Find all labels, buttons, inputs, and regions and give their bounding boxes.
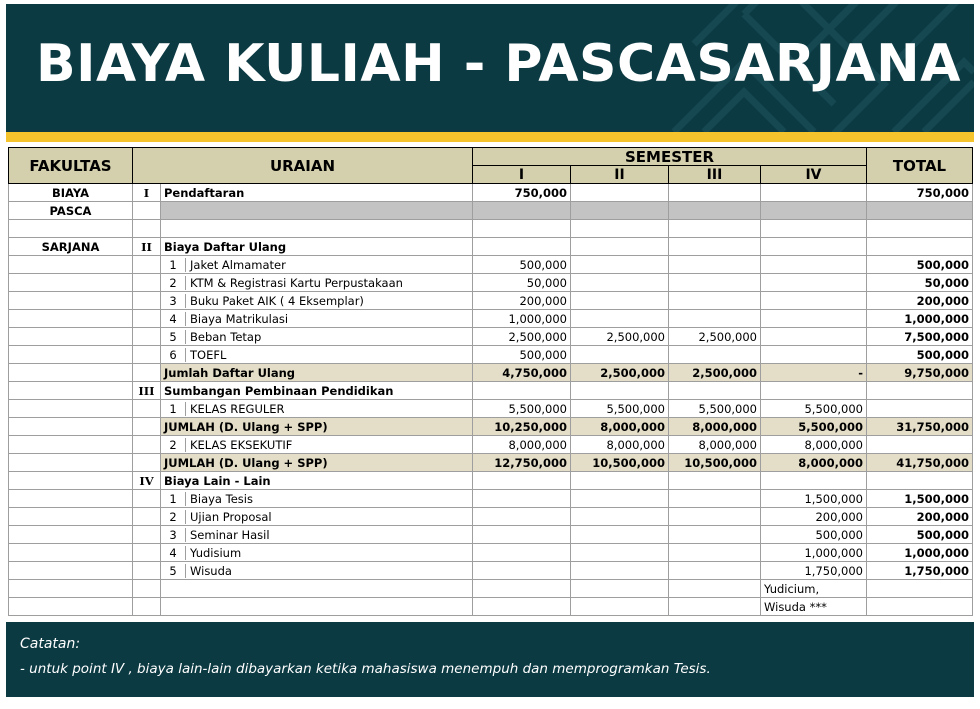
item-cell	[161, 508, 473, 526]
item-wrap	[161, 492, 472, 506]
table-row	[9, 526, 973, 544]
empty-cell	[9, 256, 133, 274]
item-number: 1	[161, 402, 186, 416]
item-number: 5	[161, 564, 186, 578]
empty-cell	[133, 562, 161, 580]
section-number: II	[133, 238, 161, 256]
empty-cell	[133, 436, 161, 454]
cell-s3	[669, 256, 761, 274]
item-number: 2	[161, 276, 186, 290]
column-header-semester: SEMESTER	[473, 148, 867, 166]
cell-total: 750,000	[867, 184, 973, 202]
item-cell	[161, 400, 473, 418]
cell-s1	[473, 508, 571, 526]
empty-cell	[473, 238, 571, 256]
empty-cell	[571, 238, 669, 256]
cell-s2: 2,500,000	[571, 328, 669, 346]
semester-header-3: III	[669, 166, 761, 184]
cell-total: 50,000	[867, 274, 973, 292]
item-label: Jaket Almamater	[190, 257, 286, 272]
notes-footer	[6, 622, 974, 697]
empty-cell	[9, 274, 133, 292]
empty-cell	[9, 418, 133, 436]
subtotal-label: Jumlah Daftar Ulang	[161, 364, 473, 382]
empty-cell	[133, 526, 161, 544]
item-cell	[161, 562, 473, 580]
item-cell	[161, 274, 473, 292]
cell-s4: 1,500,000	[761, 490, 867, 508]
cell-s1: 500,000	[473, 256, 571, 274]
empty-cell	[9, 490, 133, 508]
item-cell	[161, 346, 473, 364]
item-label: Ujian Proposal	[190, 509, 272, 524]
cell-s3	[669, 508, 761, 526]
table-row	[9, 292, 973, 310]
cell-s3: 5,500,000	[669, 400, 761, 418]
fee-table	[8, 147, 973, 616]
item-number: 4	[161, 546, 186, 560]
section-title: Biaya Daftar Ulang	[161, 238, 473, 256]
item-label: Buku Paket AIK ( 4 Eksemplar)	[190, 293, 364, 308]
empty-cell	[9, 346, 133, 364]
empty-cell	[867, 382, 973, 400]
gray-spacer	[161, 202, 473, 220]
cell-s4	[761, 274, 867, 292]
empty-cell	[761, 238, 867, 256]
section-title: Pendaftaran	[161, 184, 473, 202]
cell-s2	[571, 346, 669, 364]
cell-s2	[571, 526, 669, 544]
fakultas-line-2: PASCA	[9, 202, 133, 220]
empty-cell	[473, 598, 571, 616]
empty-cell	[9, 580, 133, 598]
table-row	[9, 346, 973, 364]
item-number: 3	[161, 528, 186, 542]
cell-s3	[669, 562, 761, 580]
cell-s1	[473, 490, 571, 508]
table-row	[9, 544, 973, 562]
table-row	[9, 562, 973, 580]
group-sum-label: JUMLAH (D. Ulang + SPP)	[161, 454, 473, 472]
cell-s3: 8,000,000	[669, 418, 761, 436]
empty-cell	[9, 292, 133, 310]
cell-s1: 750,000	[473, 184, 571, 202]
cell-s3	[669, 346, 761, 364]
gray-spacer	[669, 202, 761, 220]
cell-s1	[473, 526, 571, 544]
cell-total: 9,750,000	[867, 364, 973, 382]
fakultas-line-3: SARJANA	[9, 238, 133, 256]
cell-s1: 2,500,000	[473, 328, 571, 346]
section-title: Biaya Lain - Lain	[161, 472, 473, 490]
section-number: I	[133, 184, 161, 202]
section-number: III	[133, 382, 161, 400]
note-yudicium: Yudicium,	[761, 580, 867, 598]
empty-cell	[133, 292, 161, 310]
cell-s1: 200,000	[473, 292, 571, 310]
cell-s4: 1,000,000	[761, 544, 867, 562]
table-row	[9, 202, 973, 220]
notes-text: - untuk point IV , biaya lain-lain dibayarkan ketika mahasiswa menempuh dan memprogramkan Tesis.	[20, 661, 711, 677]
table-row	[9, 472, 973, 490]
cell-total: 1,500,000	[867, 490, 973, 508]
empty-cell	[9, 400, 133, 418]
cell-s4	[761, 310, 867, 328]
cell-s1: 500,000	[473, 346, 571, 364]
empty-cell	[867, 580, 973, 598]
cell-s1	[473, 544, 571, 562]
cell-s3: 2,500,000	[669, 328, 761, 346]
item-wrap	[161, 330, 472, 344]
cell-s4	[761, 256, 867, 274]
empty-cell	[669, 580, 761, 598]
item-label: KELAS EKSEKUTIF	[190, 437, 293, 452]
cell-s4	[761, 346, 867, 364]
item-number: 3	[161, 294, 186, 308]
cell-s2: 5,500,000	[571, 400, 669, 418]
item-cell	[161, 256, 473, 274]
cell-s1	[473, 562, 571, 580]
item-wrap	[161, 258, 472, 272]
cell-s3: 2,500,000	[669, 364, 761, 382]
gray-spacer	[761, 202, 867, 220]
note-wisuda: Wisuda ***	[761, 598, 867, 616]
empty-cell	[9, 544, 133, 562]
cell-s4: 200,000	[761, 508, 867, 526]
item-label: Seminar Hasil	[190, 527, 270, 542]
empty-cell	[133, 508, 161, 526]
cell-total	[867, 436, 973, 454]
empty-cell	[9, 454, 133, 472]
item-cell	[161, 490, 473, 508]
semester-header-2: II	[571, 166, 669, 184]
empty-cell	[9, 220, 133, 238]
table-row	[9, 580, 973, 598]
cell-s4: 5,500,000	[761, 418, 867, 436]
cell-s2	[571, 274, 669, 292]
item-number: 6	[161, 348, 186, 362]
document-frame	[6, 4, 974, 697]
empty-cell	[867, 598, 973, 616]
empty-cell	[133, 202, 161, 220]
cell-total: 41,750,000	[867, 454, 973, 472]
table-row	[9, 490, 973, 508]
empty-cell	[133, 346, 161, 364]
empty-cell	[133, 328, 161, 346]
cell-s4: -	[761, 364, 867, 382]
cell-s4: 5,500,000	[761, 400, 867, 418]
empty-cell	[133, 220, 161, 238]
cell-s1: 12,750,000	[473, 454, 571, 472]
cell-s2	[571, 562, 669, 580]
fakultas-line-1: BIAYA	[9, 184, 133, 202]
header-banner	[6, 4, 974, 132]
cell-s2	[571, 292, 669, 310]
page-title: BIAYA KULIAH - PASCASARJANA	[36, 34, 961, 94]
cell-total: 500,000	[867, 256, 973, 274]
cell-s1: 8,000,000	[473, 436, 571, 454]
empty-cell	[9, 598, 133, 616]
cell-s1: 10,250,000	[473, 418, 571, 436]
cell-s2: 10,500,000	[571, 454, 669, 472]
cell-s3: 8,000,000	[669, 436, 761, 454]
item-label: KELAS REGULER	[190, 401, 285, 416]
empty-cell	[9, 472, 133, 490]
item-label: Biaya Tesis	[190, 491, 253, 506]
table-row	[9, 274, 973, 292]
item-wrap	[161, 546, 472, 560]
cell-total: 1,000,000	[867, 310, 973, 328]
cell-s4: 500,000	[761, 526, 867, 544]
item-wrap	[161, 276, 472, 290]
empty-cell	[9, 328, 133, 346]
item-wrap	[161, 402, 472, 416]
cell-s4	[761, 184, 867, 202]
empty-cell	[867, 220, 973, 238]
empty-cell	[133, 274, 161, 292]
item-wrap	[161, 564, 472, 578]
cell-total: 500,000	[867, 346, 973, 364]
column-header-uraian: URAIAN	[133, 148, 473, 184]
cell-total: 31,750,000	[867, 418, 973, 436]
item-number: 2	[161, 438, 186, 452]
table-row	[9, 256, 973, 274]
empty-cell	[571, 580, 669, 598]
item-wrap	[161, 312, 472, 326]
empty-cell	[133, 544, 161, 562]
empty-cell	[9, 508, 133, 526]
item-number: 5	[161, 330, 186, 344]
item-number: 1	[161, 492, 186, 506]
cell-s2	[571, 310, 669, 328]
cell-s1: 5,500,000	[473, 400, 571, 418]
empty-cell	[473, 382, 571, 400]
cell-s1: 4,750,000	[473, 364, 571, 382]
empty-cell	[473, 220, 571, 238]
empty-cell	[571, 220, 669, 238]
cell-s2: 8,000,000	[571, 436, 669, 454]
empty-cell	[571, 472, 669, 490]
semester-header-1: I	[473, 166, 571, 184]
empty-cell	[133, 400, 161, 418]
empty-cell	[761, 220, 867, 238]
item-cell	[161, 544, 473, 562]
item-label: Yudisium	[190, 545, 242, 560]
table-row	[9, 382, 973, 400]
gray-spacer	[473, 202, 571, 220]
section-title: Sumbangan Pembinaan Pendidikan	[161, 382, 473, 400]
empty-cell	[161, 598, 473, 616]
table-row	[9, 220, 973, 238]
group-sum-row	[9, 418, 973, 436]
item-number: 1	[161, 258, 186, 272]
table-row	[9, 328, 973, 346]
cell-s3	[669, 274, 761, 292]
empty-cell	[161, 580, 473, 598]
table-row	[9, 184, 973, 202]
empty-cell	[133, 364, 161, 382]
table-row	[9, 508, 973, 526]
subtotal-row	[9, 364, 973, 382]
empty-cell	[761, 382, 867, 400]
empty-cell	[133, 490, 161, 508]
empty-cell	[9, 526, 133, 544]
item-cell	[161, 328, 473, 346]
cell-s1: 50,000	[473, 274, 571, 292]
item-cell	[161, 526, 473, 544]
table-row	[9, 310, 973, 328]
item-label: Beban Tetap	[190, 329, 262, 344]
cell-s4: 1,750,000	[761, 562, 867, 580]
cell-s3	[669, 292, 761, 310]
section-number: IV	[133, 472, 161, 490]
item-number: 4	[161, 312, 186, 326]
cell-s2: 2,500,000	[571, 364, 669, 382]
cell-s3	[669, 310, 761, 328]
empty-cell	[133, 598, 161, 616]
item-label: Biaya Matrikulasi	[190, 311, 289, 326]
empty-cell	[761, 472, 867, 490]
gray-spacer	[571, 202, 669, 220]
group-row	[9, 400, 973, 418]
cell-s3	[669, 544, 761, 562]
empty-cell	[9, 364, 133, 382]
gold-stripe	[6, 132, 974, 142]
cell-s3	[669, 490, 761, 508]
cell-total: 7,500,000	[867, 328, 973, 346]
empty-cell	[571, 598, 669, 616]
cell-total: 200,000	[867, 292, 973, 310]
cell-s3	[669, 184, 761, 202]
cell-total: 200,000	[867, 508, 973, 526]
empty-cell	[133, 454, 161, 472]
cell-s3	[669, 526, 761, 544]
cell-total	[867, 400, 973, 418]
empty-cell	[133, 256, 161, 274]
cell-total: 1,000,000	[867, 544, 973, 562]
cell-s2	[571, 256, 669, 274]
cell-s2	[571, 490, 669, 508]
item-wrap	[161, 528, 472, 542]
fee-sheet	[6, 142, 974, 622]
item-wrap	[161, 438, 472, 452]
group-row	[9, 436, 973, 454]
empty-cell	[133, 310, 161, 328]
cell-s2	[571, 184, 669, 202]
item-cell	[161, 310, 473, 328]
table-row	[9, 598, 973, 616]
empty-cell	[161, 220, 473, 238]
item-number: 2	[161, 510, 186, 524]
empty-cell	[9, 310, 133, 328]
cell-s4: 8,000,000	[761, 436, 867, 454]
empty-cell	[133, 418, 161, 436]
group-sum-label: JUMLAH (D. Ulang + SPP)	[161, 418, 473, 436]
item-wrap	[161, 510, 472, 524]
empty-cell	[473, 472, 571, 490]
item-cell	[161, 436, 473, 454]
cell-s2	[571, 508, 669, 526]
cell-s4: 8,000,000	[761, 454, 867, 472]
column-header-fakultas: FAKULTAS	[9, 148, 133, 184]
item-label: KTM & Registrasi Kartu Perpustakaan	[190, 275, 403, 290]
cell-s3: 10,500,000	[669, 454, 761, 472]
notes-heading: Catatan:	[20, 636, 81, 652]
empty-cell	[473, 580, 571, 598]
empty-cell	[133, 580, 161, 598]
empty-cell	[571, 382, 669, 400]
cell-total: 1,750,000	[867, 562, 973, 580]
empty-cell	[669, 598, 761, 616]
empty-cell	[9, 562, 133, 580]
cell-s1: 1,000,000	[473, 310, 571, 328]
empty-cell	[669, 220, 761, 238]
group-sum-row	[9, 454, 973, 472]
semester-header-4: IV	[761, 166, 867, 184]
empty-cell	[867, 472, 973, 490]
column-header-total: TOTAL	[867, 148, 973, 184]
item-label: TOEFL	[190, 347, 227, 362]
cell-s4	[761, 328, 867, 346]
cell-s2: 8,000,000	[571, 418, 669, 436]
cell-s2	[571, 544, 669, 562]
empty-cell	[669, 382, 761, 400]
table-row	[9, 238, 973, 256]
empty-cell	[669, 238, 761, 256]
cell-total: 500,000	[867, 526, 973, 544]
gray-spacer	[867, 202, 973, 220]
item-wrap	[161, 294, 472, 308]
cell-s4	[761, 292, 867, 310]
empty-cell	[9, 436, 133, 454]
item-label: Wisuda	[190, 563, 232, 578]
item-wrap	[161, 348, 472, 362]
item-cell	[161, 292, 473, 310]
empty-cell	[867, 238, 973, 256]
empty-cell	[9, 382, 133, 400]
empty-cell	[669, 472, 761, 490]
